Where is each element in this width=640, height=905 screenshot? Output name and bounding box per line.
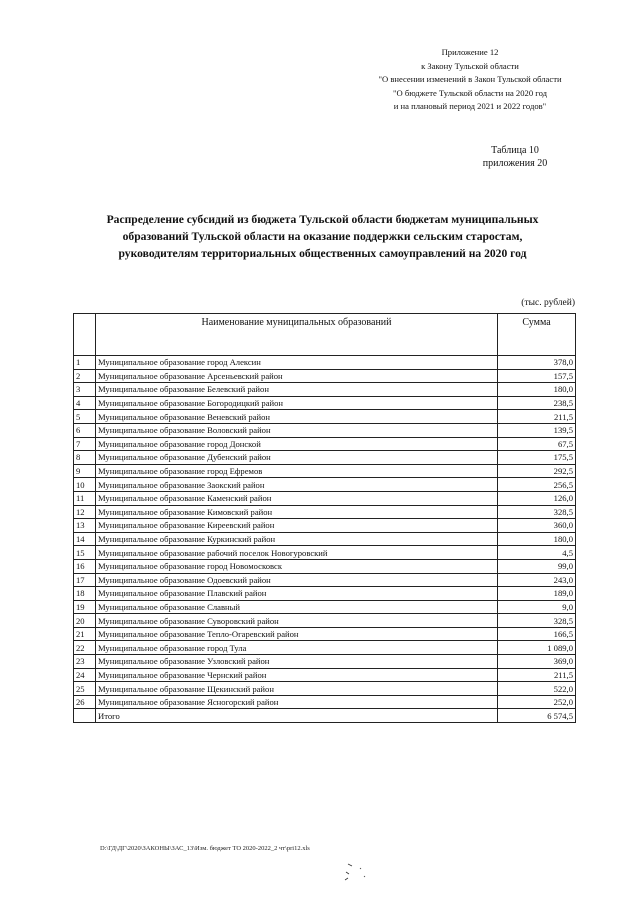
table-row — [74, 546, 576, 560]
row-number: 15 — [74, 546, 96, 560]
row-name: Муниципальное образование рабочий поселок Новогуровский — [96, 546, 498, 560]
row-sum: 166,5 — [498, 627, 576, 641]
row-number: 19 — [74, 600, 96, 614]
row-name: Муниципальное образование Каменский район — [96, 491, 498, 505]
row-name: Муниципальное образование Чернский район — [96, 668, 498, 682]
table-row — [74, 491, 576, 505]
row-sum: 369,0 — [498, 655, 576, 669]
row-sum: 67,5 — [498, 437, 576, 451]
row-number: 6 — [74, 423, 96, 437]
table-row — [74, 383, 576, 397]
table-note-line2: приложения 20 — [482, 158, 548, 169]
row-sum: 522,0 — [498, 682, 576, 696]
table-row — [74, 356, 576, 370]
title-line: Распределение субсидий из бюджета Тульской области бюджетам муниципальных — [106, 213, 539, 226]
row-number: 26 — [74, 695, 96, 709]
header-name: Наименование муниципальных образований — [96, 314, 498, 356]
row-name: Муниципальное образование Заокский район — [96, 478, 498, 492]
row-number: 2 — [74, 369, 96, 383]
header-sum: Сумма — [498, 314, 576, 356]
row-sum: 256,5 — [498, 478, 576, 492]
row-sum: 252,0 — [498, 695, 576, 709]
annex-line: к Закону Тульской области — [421, 60, 519, 71]
table-row — [74, 478, 576, 492]
header-number — [74, 314, 96, 356]
title-line: образований Тульской области на оказание поддержки сельским старостам, — [122, 230, 523, 243]
units-label: (тыс. рублей) — [521, 298, 575, 308]
total-sum: 6 574,5 — [498, 709, 576, 723]
table-note-line1: Таблица 10 — [491, 145, 539, 156]
row-sum: 328,5 — [498, 505, 576, 519]
row-name: Муниципальное образование Богородицкий район — [96, 396, 498, 410]
row-sum: 292,5 — [498, 464, 576, 478]
row-name: Муниципальное образование Дубенский район — [96, 451, 498, 465]
row-number: 4 — [74, 396, 96, 410]
row-name: Муниципальное образование Ясногорский район — [96, 695, 498, 709]
row-sum: 378,0 — [498, 356, 576, 370]
row-sum: 9,0 — [498, 600, 576, 614]
row-number: 14 — [74, 532, 96, 546]
total-label: Итого — [96, 709, 498, 723]
row-sum: 126,0 — [498, 491, 576, 505]
table-row — [74, 505, 576, 519]
table-row — [74, 532, 576, 546]
table-row — [74, 423, 576, 437]
row-name: Муниципальное образование город Донской — [96, 437, 498, 451]
row-sum: 360,0 — [498, 519, 576, 533]
document-title — [60, 211, 585, 262]
row-sum: 243,0 — [498, 573, 576, 587]
row-number: 5 — [74, 410, 96, 424]
total-row — [74, 709, 576, 723]
row-name: Муниципальное образование Кимовский район — [96, 505, 498, 519]
table-row — [74, 451, 576, 465]
row-sum: 238,5 — [498, 396, 576, 410]
row-name: Муниципальное образование Белевский район — [96, 383, 498, 397]
table-row — [74, 369, 576, 383]
row-name: Муниципальное образование город Алексин — [96, 356, 498, 370]
row-number: 23 — [74, 655, 96, 669]
row-sum: 180,0 — [498, 383, 576, 397]
row-number: 22 — [74, 641, 96, 655]
row-name: Муниципальное образование Куркинский район — [96, 532, 498, 546]
table-row — [74, 519, 576, 533]
table-row — [74, 668, 576, 682]
row-number: 12 — [74, 505, 96, 519]
row-number: 25 — [74, 682, 96, 696]
table-row — [74, 559, 576, 573]
row-number: 3 — [74, 383, 96, 397]
row-sum: 1 089,0 — [498, 641, 576, 655]
row-sum: 139,5 — [498, 423, 576, 437]
row-name: Муниципальное образование Арсеньевский район — [96, 369, 498, 383]
row-number: 1 — [74, 356, 96, 370]
row-sum: 175,5 — [498, 451, 576, 465]
row-sum: 211,5 — [498, 410, 576, 424]
row-number: 18 — [74, 587, 96, 601]
row-name: Муниципальное образование Одоевский район — [96, 573, 498, 587]
annex-line: Приложение 12 — [441, 47, 499, 57]
row-sum: 157,5 — [498, 369, 576, 383]
annex-line: и на плановый период 2021 и 2022 годов" — [393, 101, 547, 112]
table-row — [74, 641, 576, 655]
table-row — [74, 600, 576, 614]
table-row — [74, 437, 576, 451]
table-note — [440, 144, 590, 170]
row-number: 9 — [74, 464, 96, 478]
row-name: Муниципальное образование Суворовский район — [96, 614, 498, 628]
table-row — [74, 614, 576, 628]
row-name: Муниципальное образование Щекинский район — [96, 682, 498, 696]
row-number: 7 — [74, 437, 96, 451]
table-row — [74, 627, 576, 641]
row-name: Муниципальное образование Веневский район — [96, 410, 498, 424]
row-sum: 189,0 — [498, 587, 576, 601]
table-row — [74, 655, 576, 669]
row-number: 10 — [74, 478, 96, 492]
row-name: Муниципальное образование Воловский район — [96, 423, 498, 437]
row-number: 24 — [74, 668, 96, 682]
annex-header — [330, 46, 610, 114]
row-sum: 4,5 — [498, 546, 576, 560]
row-number: 20 — [74, 614, 96, 628]
annex-line: "О внесении изменений в Закон Тульской области — [378, 74, 562, 85]
row-sum: 328,5 — [498, 614, 576, 628]
table-body — [74, 356, 576, 709]
title-line: руководителям территориальных общественных самоуправлений на 2020 год — [118, 247, 527, 260]
row-number: 8 — [74, 451, 96, 465]
annex-line: "О бюджете Тульской области на 2020 год — [393, 87, 547, 98]
row-sum: 180,0 — [498, 532, 576, 546]
file-path-footer: D:\ГД\ДГ\2020\ЗАКОНЫ\ЗАС_13\Изм. бюджет ТО 2020-2022_2 чт\pri12.xls — [100, 845, 310, 852]
row-name: Муниципальное образование Узловский район — [96, 655, 498, 669]
table-row — [74, 573, 576, 587]
table-row — [74, 695, 576, 709]
table-header-row — [74, 314, 576, 356]
row-number: 21 — [74, 627, 96, 641]
scan-specks — [340, 860, 380, 890]
table-row — [74, 587, 576, 601]
total-number-cell — [74, 709, 96, 723]
row-number: 13 — [74, 519, 96, 533]
table-row — [74, 464, 576, 478]
row-name: Муниципальное образование город Тула — [96, 641, 498, 655]
table-row — [74, 410, 576, 424]
row-name: Муниципальное образование город Новомосковск — [96, 559, 498, 573]
row-name: Муниципальное образование Славный — [96, 600, 498, 614]
row-name: Муниципальное образование Плавский район — [96, 587, 498, 601]
row-name: Муниципальное образование Киреевский район — [96, 519, 498, 533]
row-number: 16 — [74, 559, 96, 573]
table-row — [74, 682, 576, 696]
table-row — [74, 396, 576, 410]
row-number: 17 — [74, 573, 96, 587]
row-name: Муниципальное образование город Ефремов — [96, 464, 498, 478]
row-name: Муниципальное образование Тепло-Огаревский район — [96, 627, 498, 641]
row-sum: 99,0 — [498, 559, 576, 573]
subsidy-table — [73, 313, 576, 723]
row-sum: 211,5 — [498, 668, 576, 682]
row-number: 11 — [74, 491, 96, 505]
